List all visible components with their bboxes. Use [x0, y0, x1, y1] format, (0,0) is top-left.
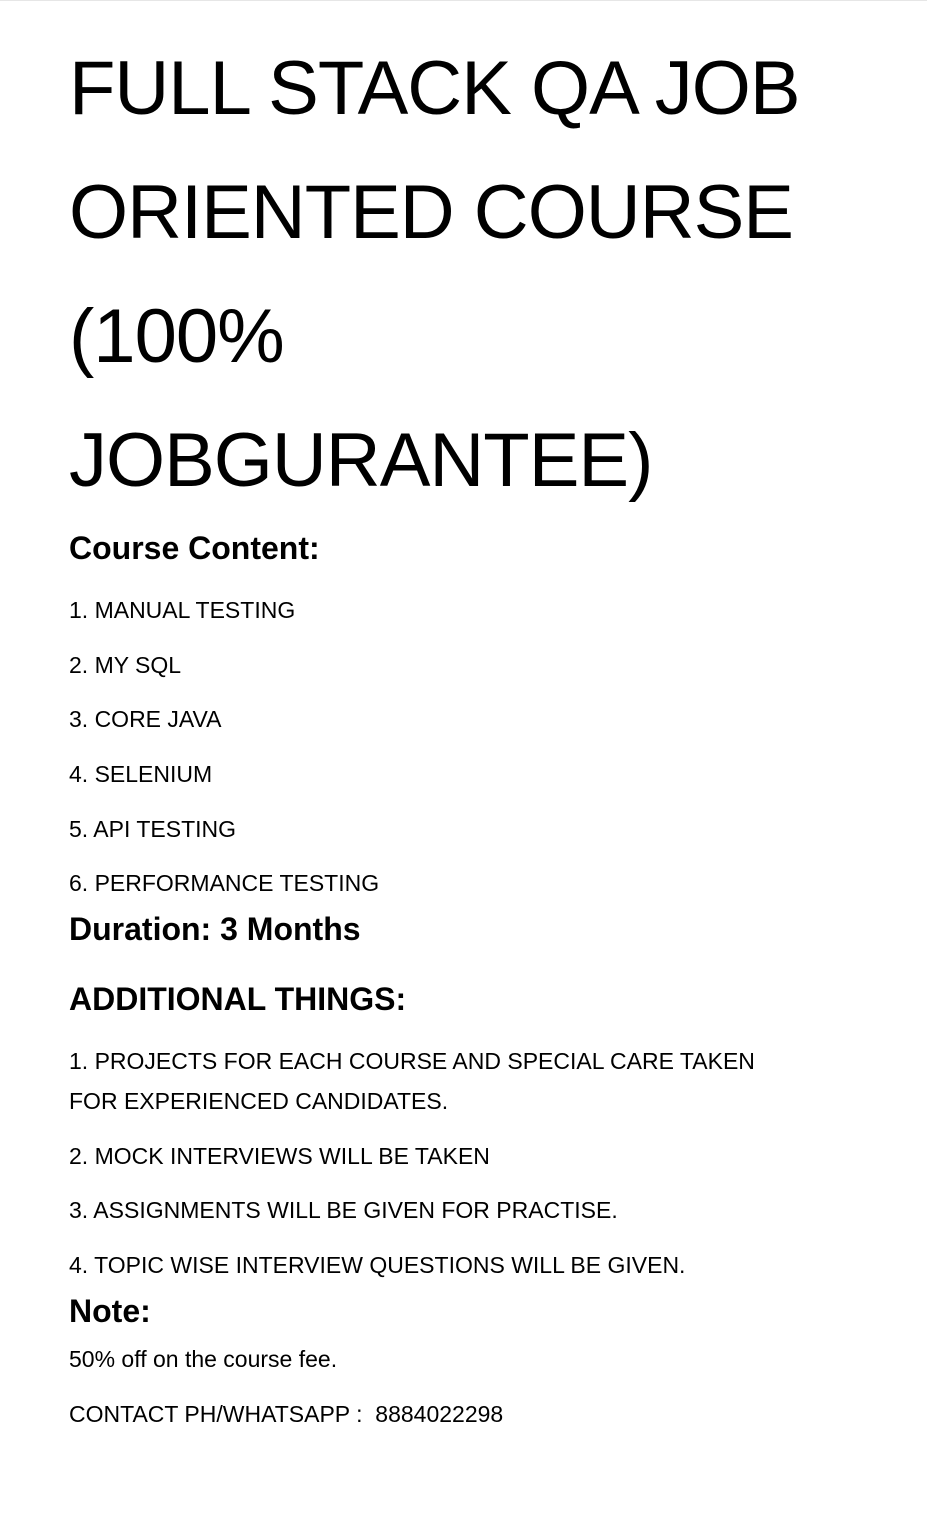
additional-item: 4. TOPIC WISE INTERVIEW QUESTIONS WILL BE GIVEN. — [69, 1252, 686, 1278]
note-text: 50% off on the course fee. — [69, 1346, 338, 1372]
title-line: ORIENTED COURSE — [69, 170, 793, 255]
course-content-item: 5. API TESTING — [69, 816, 237, 842]
course-content-item: 2. MY SQL — [69, 652, 182, 678]
note-heading: Note: — [69, 1293, 151, 1329]
additional-things-heading: ADDITIONAL THINGS: — [69, 981, 407, 1017]
page-title — [69, 27, 889, 523]
course-content-heading: Course Content: — [69, 530, 320, 566]
additional-item: 2. MOCK INTERVIEWS WILL BE TAKEN — [69, 1143, 490, 1169]
additional-item: 3. ASSIGNMENTS WILL BE GIVEN FOR PRACTISE. — [69, 1197, 618, 1223]
course-content-item: 4. SELENIUM — [69, 761, 213, 787]
contact-text: CONTACT PH/WHATSAPP : 8884022298 — [69, 1401, 504, 1427]
title-line: (100% — [69, 294, 284, 379]
additional-item: 1. PROJECTS FOR EACH COURSE AND SPECIAL CARE TAKEN FOR EXPERIENCED CANDIDATES. — [69, 1048, 755, 1114]
course-content-item: 3. CORE JAVA — [69, 706, 222, 732]
title-line: FULL STACK QA JOB — [69, 46, 800, 131]
title-line: JOBGURANTEE) — [69, 418, 653, 503]
duration-text: Duration: 3 Months — [69, 911, 361, 947]
course-content-item: 1. MANUAL TESTING — [69, 597, 296, 623]
course-content-item: 6. PERFORMANCE TESTING — [69, 870, 380, 896]
